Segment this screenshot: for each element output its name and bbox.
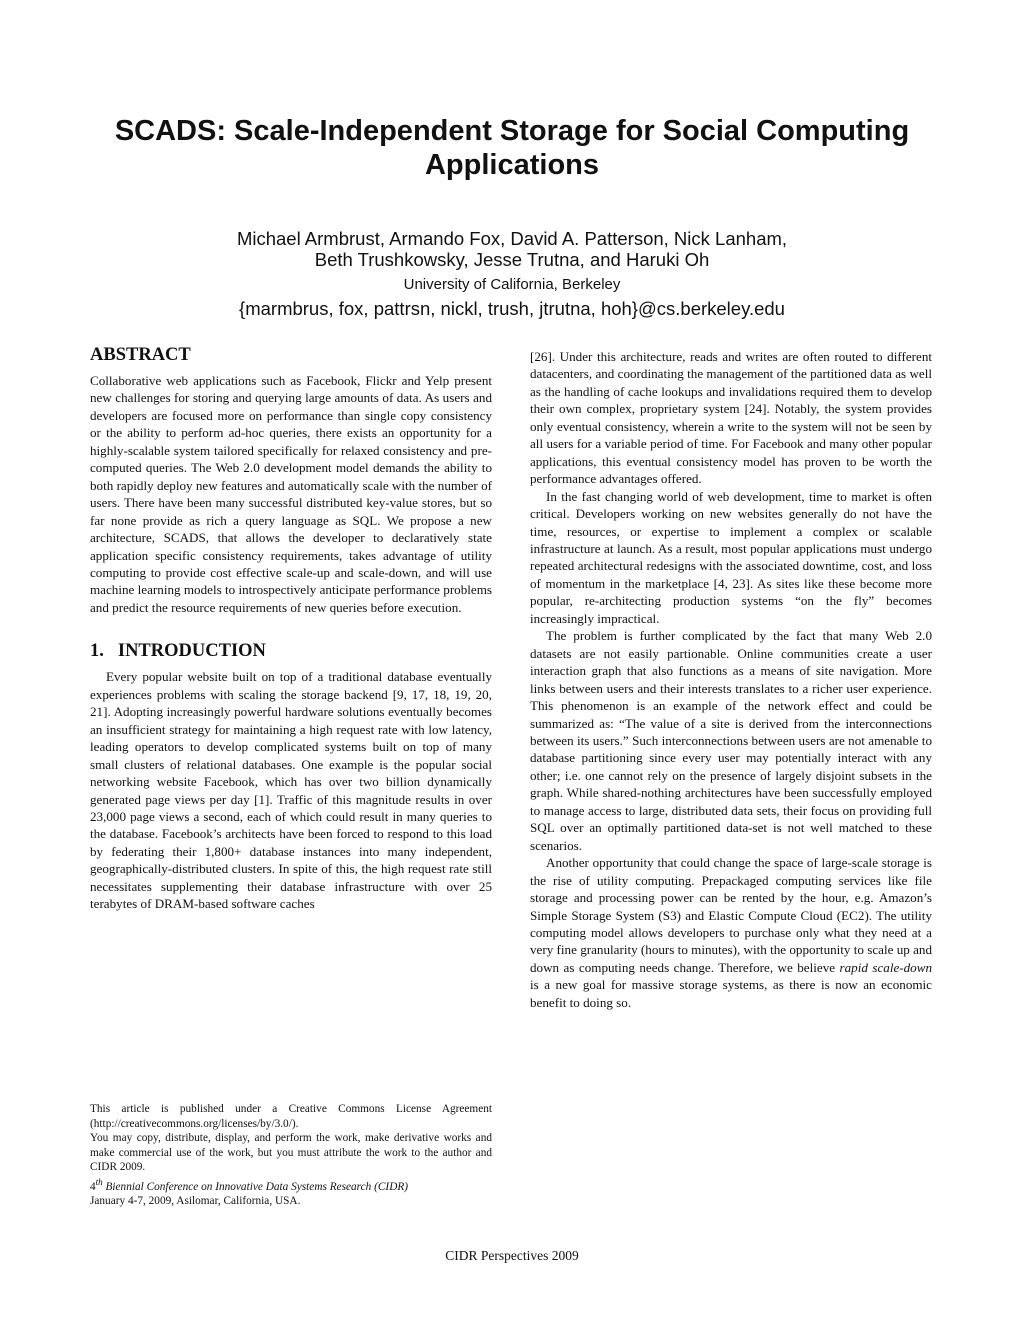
- copyright-footnote: [90, 1102, 492, 1208]
- license-notice: This article is published under a Creative Commons License Agreement (http://creativecommons.org/licenses/by/3.0/).: [90, 1103, 492, 1130]
- intro-paragraph-2: In the fast changing world of web development, time to market is often critical. Developers working on new websites generally do not have the time, resources, or expertise to implement a complex or scalable infrastructure at launch. As a result, most popular applications must undergo repeated architectural redesigns with the associated downtime, cost, and loss of momentum in the marketplace [4, 23]. As sites like these become more popular, re-architecting production systems “on the fly” becomes increasingly impractical.: [530, 488, 932, 626]
- abstract-heading: ABSTRACT: [90, 345, 191, 365]
- intro-paragraph-1-continued: [26]. Under this architecture, reads and writes are often routed to different datacenters, and coordinating the management of the partitioned data as well as the handling of cache lookups and invalidations required them to develop their own complex, proprietary system [24]. Notably, the system provides only eventual consistency, wherein a write to the system will not be seen by all users for a variable period of time. For Facebook and many other popular applications, this eventual consistency model has proven to be worth the performance advantages offered.: [530, 349, 932, 487]
- author-list: [80, 228, 944, 270]
- paper-title: SCADS: Scale-Independent Storage for Social Computing Applications: [114, 115, 910, 181]
- usage-terms: You may copy, distribute, display, and perform the work, make derivative works and make commercial use of the work, but you must attribute the work to the author and CIDR 2009.: [90, 1132, 492, 1173]
- right-column: [530, 348, 932, 1011]
- emphasis-rapid-scale-down: rapid scale-down: [839, 959, 932, 975]
- intro-paragraph-4: [530, 854, 932, 1011]
- authors-line-1: Michael Armbrust, Armando Fox, David A. Patterson, Nick Lanham,: [236, 228, 788, 249]
- section-number: 1.: [90, 641, 104, 662]
- ordinal-number: 4: [90, 1180, 96, 1193]
- paragraph-4-text-a: Another opportunity that could change the space of large-scale storage is the rise of utility computing. Prepackaged computing services like file storage and processing power can be rented by the hour, e.g. Amazon’s Simple Storage System (S3) and Elastic Compute Cloud (EC2). The utility computing model allows developers to purchase only what they need at a very fine granularity (hours to minutes), with the opportunity to scale up and down as computing needs change. Therefore, we believe: [530, 855, 932, 975]
- left-column: [90, 344, 492, 913]
- authors-line-2: Beth Trushkowsky, Jesse Trutna, and Haruki Oh: [314, 249, 710, 270]
- intro-paragraph-3: The problem is further complicated by the fact that many Web 2.0 datasets are not easily partionable. Online communities create a user interaction graph that also functions as a means of site navigation. More links between users and their interests translates to a richer user experience. This phenomenon is an example of the network effect and could be summarized as: “The value of a site is derived from the interconnections between its users.” Such interconnections between users are not amenable to database partitioning since every user may potentially interact with any other; i.e. one cannot rely on the presence of largely disjoint subsets in the graph. While shared-nothing architectures have been successfully employed to manage access to large, distributed data sets, their focus on providing full SQL over an optimally partitioned data-set is not well matched to these scenarios.: [530, 628, 932, 853]
- abstract-text: Collaborative web applications such as Facebook, Flickr and Yelp present new challenges for storing and querying large amounts of data. As users and developers are focused more on performance than single copy consistency or the ability to perform ad-hoc queries, there exists an opportunity for a highly-scalable system tailored specifically for relaxed consistency and pre-computed queries. The Web 2.0 development model demands the ability to both rapidly deploy new features and automatically scale with the number of users. There have been many successful distributed key-value stores, but so far none provide as rich a query language as SQL. We propose a new architecture, SCADS, that allows the developer to declaratively state application specific consistency requirements, takes advantage of utility computing to provide cost effective scale-up and scale-down, and will use machine learning models to introspectively anticipate performance problems and predict the resource requirements of new queries before execution.: [90, 373, 492, 615]
- intro-paragraph-1: Every popular website built on top of a traditional database eventually experiences problems with scaling the storage backend [9, 17, 18, 19, 20, 21]. Adopting increasingly powerful hardware solutions eventually becomes an insufficient strategy for maintaining a high request rate with low latency, leading operators to develop complicated systems built on top of many small clusters of relational databases. One example is the popular social networking website Facebook, which has over two billion dynamically generated page views per day [1]. Traffic of this magnitude results in over 23,000 page views a second, each of which could result in many queries to the database. Facebook’s architects have been forced to respond to this load by federating their 1,800+ database instances into many independent, geographically-distributed clusters. In spite of this, the high request rate still necessitates supplementing their database infrastructure with over 25 terabytes of DRAM-based software caches: [90, 669, 492, 912]
- conference-name: Biennial Conference on Innovative Data Systems Research (CIDR): [102, 1180, 409, 1193]
- conference-line: [90, 1175, 492, 1194]
- affiliation: University of California, Berkeley: [403, 276, 621, 293]
- author-emails: {marmbrus, fox, pattrsn, nickl, trush, jtrutna, hoh}@cs.berkeley.edu: [239, 298, 785, 319]
- introduction-heading: [90, 640, 492, 662]
- paragraph-4-text-b: is a new goal for massive storage systems, as there is now an economic benefit to doing so.: [530, 977, 932, 1010]
- section-title: INTRODUCTION: [117, 641, 266, 662]
- conference-dates: January 4-7, 2009, Asilomar, California, USA.: [90, 1194, 301, 1207]
- ordinal-suffix: th: [95, 1176, 103, 1187]
- page-footer: CIDR Perspectives 2009: [445, 1248, 579, 1263]
